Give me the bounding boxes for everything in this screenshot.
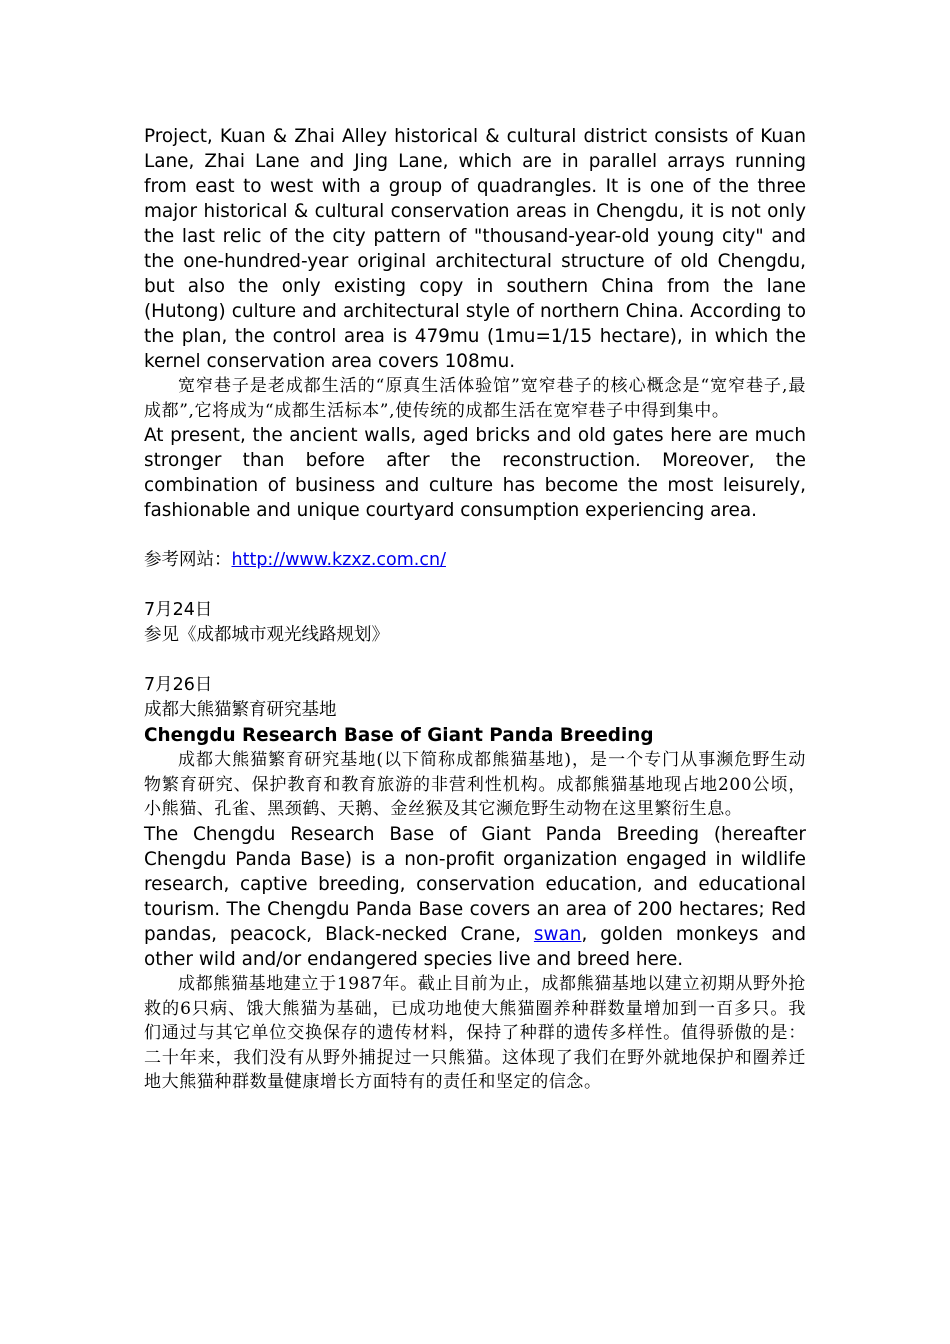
swan-link[interactable]: swan <box>533 923 582 945</box>
reference-label: 参考网站： <box>144 550 232 571</box>
paragraph-kuan-zhai-cn: 宽窄巷子是老成都生活的“原真生活体验馆”宽窄巷子的核心概念是“宽窄巷子,最成都”,它将成为“成都生活标本”,使传统的成都生活在宽窄巷子中得到集中。 <box>144 376 806 421</box>
blank-line <box>144 648 806 673</box>
panda-text-after: , golden monkeys and other wild and/or endangered species live and breed here. <box>144 923 807 970</box>
heading-panda-base-cn: 成都大熊猫繁育研究基地 <box>144 700 337 721</box>
paragraph-kuan-zhai-intro: Project, Kuan & Zhai Alley historical & cultural district consists of Kuan Lane, Zhai Lane and Jing Lane, which are in parallel arrays running from east to west with a group of quadrangles. It is one of the three major historical & cultural conservation areas in Chengdu, it is not only the last relic of the city pattern of "thousand-year-old young city" and the one-hundred-year original architectural structure of old Chengdu, but also the only existing copy in southern China from the lane (Hutong) culture and architectural style of northern China. According to the plan, the control area is 479mu (1mu=1/15 hectare), in which the kernel conservation area covers 108mu. <box>144 126 806 372</box>
paragraph-panda-base-cn: 成都大熊猫繁育研究基地(以下简称成都熊猫基地)，是一个专门从事濒危野生动物繁育研究、保护教育和教育旅游的非营利性机构。成都熊猫基地现占地200公顷，小熊猫、孔雀、黑颈鹤、天鹅、金丝猴及其它濒危野生动物在这里繁衍生息。 <box>144 750 806 820</box>
heading-panda-base-en: Chengdu Research Base of Giant Panda Breeding <box>144 725 654 747</box>
paragraph-kuan-zhai-present: At present, the ancient walls, aged bricks and old gates here are much stronger than before after the reconstruction. Moreover, the combination of business and culture has become the most leisurely, fashionable and unique courtyard consumption experiencing area. <box>144 425 806 522</box>
reference-link[interactable]: http://www.kzxz.com.cn/ <box>231 550 446 571</box>
blank-line <box>144 523 806 548</box>
date-july-26: 7月26日 <box>144 675 213 696</box>
paragraph-panda-base-en <box>144 822 806 972</box>
date-july-24: 7月24日 <box>144 600 213 621</box>
see-also-line: 参见《成都城市观光线路规划》 <box>144 625 389 646</box>
blank-line <box>144 573 806 598</box>
document-page <box>144 124 806 1095</box>
reference-website-line <box>144 548 806 573</box>
paragraph-panda-history-cn: 成都熊猫基地建立于1987年。截止目前为止，成都熊猫基地以建立初期从野外抢救的6只病、饿大熊猫为基础，已成功地使大熊猫圈养种群数量增加到一百多只。我们通过与其它单位交换保存的遗传材料，保持了种群的遗传多样性。值得骄傲的是：二十年来，我们没有从野外捕捉过一只熊猫。这体现了我们在野外就地保护和圈养迁地大熊猫种群数量健康增长方面特有的责任和坚定的信念。 <box>144 973 806 1093</box>
panda-text-before: The Chengdu Research Base of Giant Panda Breeding (hereafter Chengdu Panda Base) is a non-profit organization engaged in wildlife research, captive breeding, conservation education, and educational tourism. The Chengdu Panda Base covers an area of 200 hectares; Red pandas, peacock, Black-necked Crane, <box>144 823 806 945</box>
